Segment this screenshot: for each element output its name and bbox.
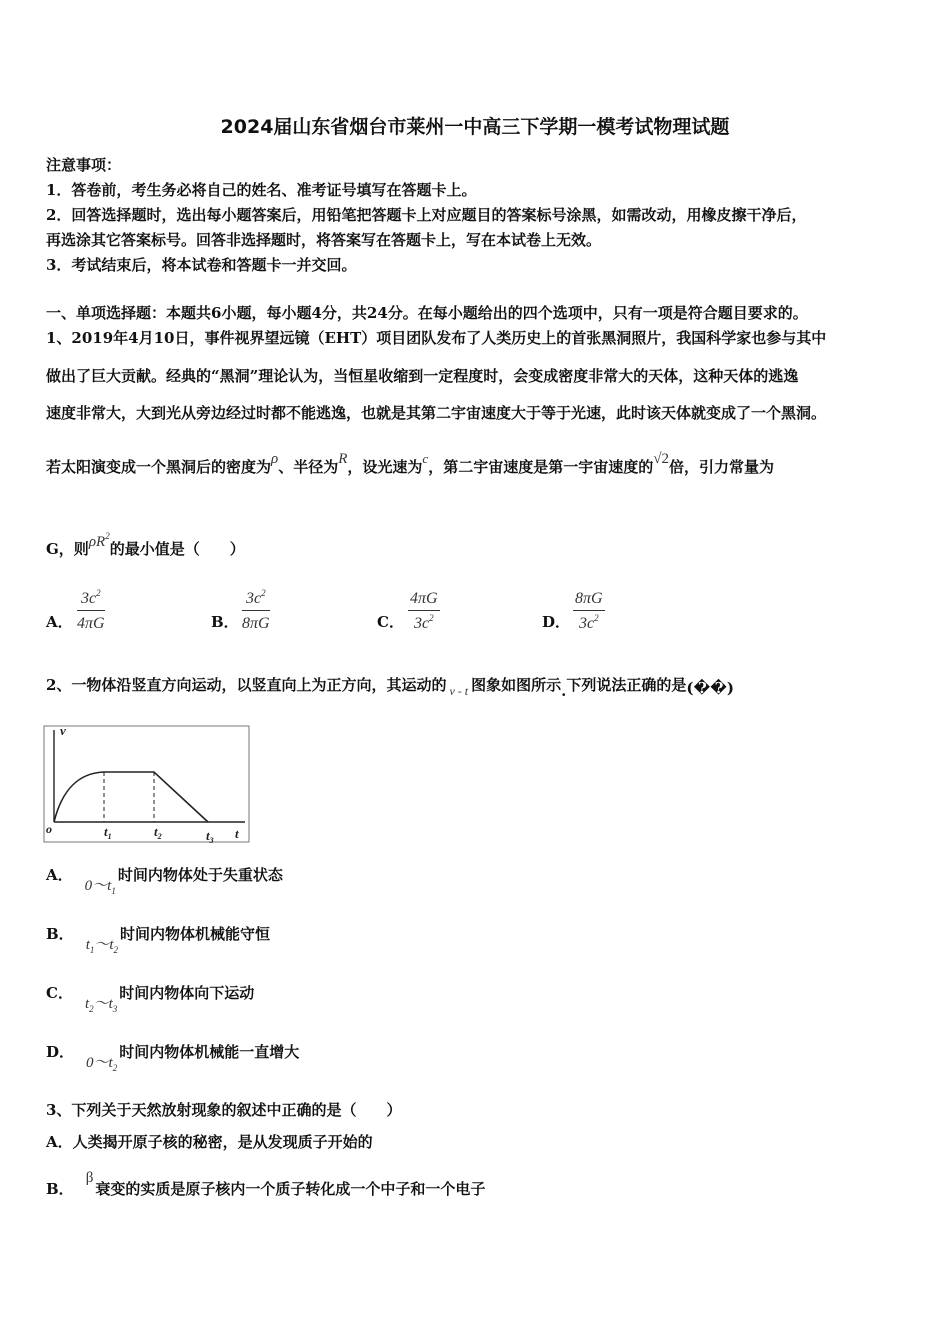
rho-r: ρR <box>88 534 106 550</box>
option-b-fraction <box>242 588 270 633</box>
q1-line-5 <box>46 531 245 559</box>
time-interval <box>85 996 117 1012</box>
denominator <box>77 611 105 633</box>
num-exp: 2 <box>96 588 101 598</box>
t-axis-label: t <box>235 826 239 841</box>
num-text: 8πG <box>575 590 603 607</box>
section-heading: 一、单项选择题：本题共6小题，每小题4分，共24分。在每小题给出的四个选项中，只有一项是符合题目要求的。 <box>46 304 808 322</box>
q2-text: 2、一物体沿竖直方向运动，以竖直向上为正方向，其运动的 <box>46 676 447 694</box>
time-interval <box>86 1055 117 1071</box>
numerator <box>77 588 105 611</box>
page-title: 2024届山东省烟台市莱州一中高三下学期一模考试物理试题 <box>220 116 730 138</box>
q1-text: ，设光速为 <box>347 458 423 476</box>
option-label: C． <box>46 984 73 1002</box>
option-label: C． <box>377 613 404 631</box>
c-symbol: c <box>422 451 429 466</box>
numerator <box>408 588 440 611</box>
notice-item: 2．回答选择题时，选出每小题答案后，用铅笔把答题卡上对应题目的答案标号涂黑，如需改动，用橡皮擦干净后， <box>46 206 807 224</box>
interval-start: t <box>84 996 90 1012</box>
t3-label <box>206 828 214 845</box>
num-exp: 2 <box>261 588 266 598</box>
rho-r-squared <box>88 531 110 550</box>
den-exp: 2 <box>429 613 434 623</box>
num-text: 3c <box>245 590 262 607</box>
t3-sub: 3 <box>209 836 214 845</box>
q2-option-d <box>46 1041 300 1073</box>
q2-paren: (��) <box>686 679 734 697</box>
t1-sub: 1 <box>107 832 112 841</box>
vt-graph <box>40 722 255 847</box>
option-label: B． <box>211 613 239 631</box>
v-axis-label: v <box>60 723 66 738</box>
interval-sub: 2 <box>112 1063 118 1073</box>
origin-label: o <box>46 822 52 836</box>
q3-option-a: A．人类揭开原子核的秘密，是从发现质子开始的 <box>46 1133 373 1151</box>
interval-sub: 3 <box>112 1004 118 1014</box>
option-text: 时间内物体处于失重状态 <box>117 866 283 884</box>
notice-item: 3．考试结束后，将本试卷和答题卡一并交回。 <box>46 256 357 274</box>
exponent: 2 <box>105 531 110 541</box>
beta-symbol: β <box>85 1170 94 1186</box>
option-label: B． <box>46 1180 74 1198</box>
q1-text: G，则 <box>46 540 89 558</box>
notice-item: 1．答卷前，考生务必将自己的姓名、准考证号填写在答题卡上。 <box>46 181 477 199</box>
t1-t: t <box>104 824 108 839</box>
q2-text: 下列说法正确的是 <box>566 676 687 694</box>
time-interval <box>85 878 116 894</box>
option-text: 衰变的实质是原子核内一个质子转化成一个中子和一个电子 <box>95 1180 486 1198</box>
r-symbol: R <box>338 451 348 467</box>
t2-t: t <box>154 824 158 839</box>
q3-option-b <box>46 1170 486 1199</box>
option-label: A． <box>46 866 73 884</box>
q1-line: 做出了巨大贡献。经典的“黑洞”理论认为，当恒星收缩到一定程度时，会变成密度非常大的天体，这种天体的逃逸 <box>46 367 799 385</box>
q1-text: 若太阳演变成一个黑洞后的密度为 <box>46 458 272 476</box>
q1-text: 的最小值是（ ） <box>109 540 245 558</box>
t2-sub: 2 <box>157 832 162 841</box>
num-text: 3c <box>80 590 97 607</box>
q2-stem <box>46 674 734 700</box>
interval-sub: 1 <box>111 886 116 896</box>
numerator <box>242 588 270 611</box>
option-label: D． <box>542 613 571 631</box>
interval-sub: 1 <box>89 945 95 955</box>
denominator <box>573 611 605 633</box>
q2-option-c <box>46 982 255 1014</box>
q2-option-b <box>46 923 271 955</box>
option-text: 时间内物体机械能守恒 <box>120 925 271 943</box>
notice-item: 再选涂其它答案标号。回答非选择题时，将答案写在答题卡上，写在本试卷上无效。 <box>46 231 602 249</box>
q3-stem: 3、下列关于天然放射现象的叙述中正确的是（ ） <box>46 1101 402 1119</box>
option-d-fraction <box>573 588 605 633</box>
t1-label <box>104 824 112 841</box>
den-exp: 2 <box>594 613 599 623</box>
interval-start: t <box>85 937 90 953</box>
den-text: 3c <box>413 615 430 632</box>
den-text: 8πG <box>242 615 270 632</box>
den-text: 3c <box>578 615 595 632</box>
den-text: 4πG <box>77 615 105 632</box>
option-label: B． <box>46 925 74 943</box>
numerator <box>573 588 605 611</box>
interval-sub: 2 <box>89 1004 94 1014</box>
option-label: A． <box>46 613 73 631</box>
q1-line-4 <box>46 451 774 477</box>
q1-line: 1、2019年4月10日，事件视界望远镜（EHT）项目团队发布了人类历史上的首张黑洞照片，我国科学家也参与其中 <box>46 329 827 347</box>
q1-line: 速度非常大，大到光从旁边经过时都不能逃逸，也就是其第二宇宙速度大于等于光速，此时该天体就变成了一个黑洞。 <box>46 404 827 422</box>
q1-text: 倍，引力常量为 <box>668 458 774 476</box>
interval-end: ～t <box>93 996 113 1012</box>
interval-start: 0～t <box>86 1055 113 1071</box>
option-a-fraction <box>77 588 105 633</box>
time-interval <box>86 937 118 953</box>
notice-heading: 注意事项： <box>46 156 122 174</box>
denominator <box>242 611 270 633</box>
t3-t: t <box>206 828 210 843</box>
option-label: D． <box>46 1043 75 1061</box>
option-text: 时间内物体机械能一直增大 <box>119 1043 300 1061</box>
interval-sub: 2 <box>113 945 119 955</box>
q2-dot: . <box>561 682 567 700</box>
rho-symbol: ρ <box>271 451 279 467</box>
option-text: 时间内物体向下运动 <box>119 984 255 1002</box>
t2-label <box>154 824 162 841</box>
q1-text: ，第二宇宙速度是第一宇宙速度的 <box>428 458 654 476</box>
q1-text: 、半径为 <box>278 458 339 476</box>
q2-text: 图象如图所示 <box>471 676 562 694</box>
q2-option-a <box>46 864 283 896</box>
interval-start: 0～t <box>84 878 112 894</box>
sqrt2-symbol: √2 <box>653 451 669 467</box>
interval-end: ～t <box>94 937 114 953</box>
vt-symbol: v - t <box>449 684 469 698</box>
vt-curve <box>54 772 208 822</box>
option-c-fraction <box>408 588 440 633</box>
num-text: 4πG <box>410 590 438 607</box>
denominator <box>408 611 440 633</box>
